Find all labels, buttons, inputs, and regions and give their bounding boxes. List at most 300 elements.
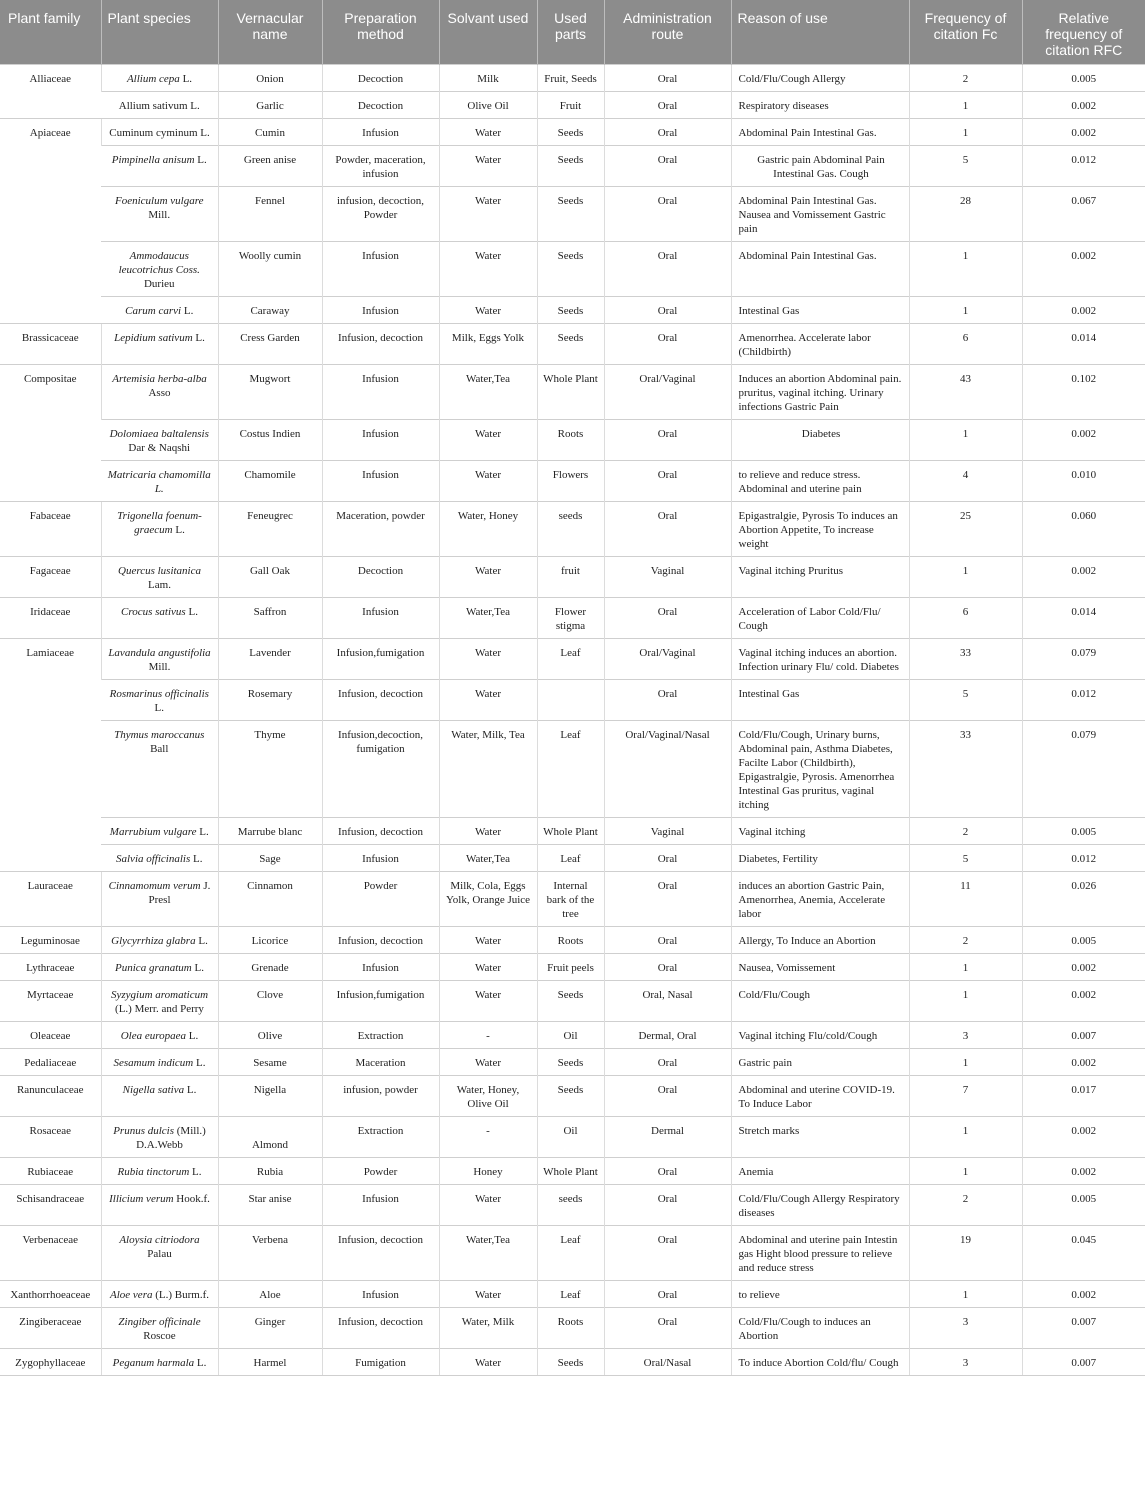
cell-used-parts: Leaf bbox=[537, 1226, 604, 1281]
cell-preparation-method: Infusion bbox=[322, 297, 439, 324]
cell-vernacular-name: Aloe bbox=[218, 1281, 322, 1308]
species-latin-name: Lepidium sativum bbox=[114, 332, 193, 344]
table-row bbox=[0, 639, 1145, 680]
cell-administration-route: Dermal, Oral bbox=[604, 1022, 731, 1049]
table-row bbox=[0, 92, 1145, 119]
cell-frequency: 3 bbox=[909, 1022, 1022, 1049]
table-row bbox=[0, 1158, 1145, 1185]
species-authority: Durieu bbox=[143, 278, 175, 290]
cell-solvant-used: Water, Honey bbox=[439, 502, 537, 557]
cell-preparation-method: Maceration bbox=[322, 1049, 439, 1076]
cell-preparation-method: Infusion bbox=[322, 242, 439, 297]
cell-vernacular-name: Grenade bbox=[218, 954, 322, 981]
cell-preparation-method: Infusion, decoction bbox=[322, 927, 439, 954]
cell-relative-frequency: 0.067 bbox=[1022, 187, 1145, 242]
table-row bbox=[0, 927, 1145, 954]
table-row bbox=[0, 954, 1145, 981]
cell-frequency: 2 bbox=[909, 927, 1022, 954]
cell-frequency: 25 bbox=[909, 502, 1022, 557]
cell-reason-of-use: to relieve and reduce stress. Abdominal and uterine pain bbox=[731, 461, 909, 502]
species-latin-name: Marrubium vulgare bbox=[109, 826, 197, 838]
cell-relative-frequency: 0.012 bbox=[1022, 680, 1145, 721]
cell-relative-frequency: 0.005 bbox=[1022, 818, 1145, 845]
cell-preparation-method: Decoction bbox=[322, 92, 439, 119]
cell-frequency: 33 bbox=[909, 639, 1022, 680]
cell-preparation-method: Fumigation bbox=[322, 1349, 439, 1376]
cell-preparation-method: Infusion bbox=[322, 845, 439, 872]
header-preparation-method: Preparation method bbox=[322, 0, 439, 65]
cell-plant-species bbox=[101, 1049, 218, 1076]
cell-administration-route: Vaginal bbox=[604, 557, 731, 598]
cell-solvant-used: Water bbox=[439, 119, 537, 146]
cell-solvant-used: Water bbox=[439, 680, 537, 721]
cell-preparation-method: Infusion bbox=[322, 119, 439, 146]
cell-relative-frequency: 0.060 bbox=[1022, 502, 1145, 557]
cell-frequency: 1 bbox=[909, 557, 1022, 598]
cell-frequency: 3 bbox=[909, 1349, 1022, 1376]
cell-reason-of-use: Cold/Flu/Cough Allergy bbox=[731, 65, 909, 92]
cell-relative-frequency: 0.002 bbox=[1022, 1281, 1145, 1308]
header-row bbox=[0, 0, 1145, 65]
cell-vernacular-name: Harmel bbox=[218, 1349, 322, 1376]
species-latin-name: Lavandula angustifolia bbox=[108, 647, 211, 659]
cell-used-parts: Roots bbox=[537, 927, 604, 954]
cell-frequency: 28 bbox=[909, 187, 1022, 242]
species-authority: L. bbox=[185, 606, 198, 618]
table-row bbox=[0, 1117, 1145, 1158]
cell-reason-of-use: Vaginal itching bbox=[731, 818, 909, 845]
cell-relative-frequency: 0.017 bbox=[1022, 1076, 1145, 1117]
cell-reason-of-use: Induces an abortion Abdominal pain. pruritus, vaginal itching. Urinary infections Gastric Pain bbox=[731, 365, 909, 420]
species-authority: L. bbox=[194, 154, 207, 166]
cell-vernacular-name: Lavender bbox=[218, 639, 322, 680]
species-latin-name: Thymus maroccanus bbox=[114, 729, 205, 741]
species-authority: L. bbox=[154, 702, 164, 714]
cell-reason-of-use: Anemia bbox=[731, 1158, 909, 1185]
species-authority: (Mill.) D.A.Webb bbox=[136, 1125, 206, 1151]
table-row bbox=[0, 818, 1145, 845]
cell-reason-of-use: induces an abortion Gastric Pain, Amenorrhea, Anemia, Accelerate labor bbox=[731, 872, 909, 927]
cell-administration-route: Oral bbox=[604, 1185, 731, 1226]
cell-frequency: 11 bbox=[909, 872, 1022, 927]
cell-administration-route: Oral bbox=[604, 420, 731, 461]
cell-solvant-used: Milk, Eggs Yolk bbox=[439, 324, 537, 365]
species-authority: L. bbox=[179, 73, 193, 85]
cell-solvant-used: Water bbox=[439, 1185, 537, 1226]
table-row bbox=[0, 1349, 1145, 1376]
cell-administration-route: Oral bbox=[604, 1281, 731, 1308]
cell-vernacular-name: Costus Indien bbox=[218, 420, 322, 461]
cell-frequency: 1 bbox=[909, 242, 1022, 297]
cell-reason-of-use: Vaginal itching Pruritus bbox=[731, 557, 909, 598]
table-row bbox=[0, 65, 1145, 92]
cell-solvant-used: Milk bbox=[439, 65, 537, 92]
cell-reason-of-use: Gastric pain Abdominal Pain Intestinal Gas. Cough bbox=[731, 146, 909, 187]
species-authority: Roscoe bbox=[143, 1330, 176, 1342]
cell-administration-route: Vaginal bbox=[604, 818, 731, 845]
cell-frequency: 19 bbox=[909, 1226, 1022, 1281]
table-row bbox=[0, 1049, 1145, 1076]
cell-preparation-method: Decoction bbox=[322, 557, 439, 598]
cell-vernacular-name: Mugwort bbox=[218, 365, 322, 420]
species-latin-name: Illicium verum bbox=[109, 1193, 174, 1205]
cell-reason-of-use: Cold/Flu/Cough to induces an Abortion bbox=[731, 1308, 909, 1349]
header-reason-of-use: Reason of use bbox=[731, 0, 909, 65]
cell-frequency: 1 bbox=[909, 954, 1022, 981]
cell-administration-route: Oral/Nasal bbox=[604, 1349, 731, 1376]
table-row bbox=[0, 187, 1145, 242]
table-row bbox=[0, 365, 1145, 420]
cell-preparation-method: Infusion, decoction bbox=[322, 680, 439, 721]
cell-reason-of-use: Cold/Flu/Cough Allergy Respiratory diseases bbox=[731, 1185, 909, 1226]
cell-administration-route: Oral bbox=[604, 92, 731, 119]
cell-reason-of-use: Diabetes, Fertility bbox=[731, 845, 909, 872]
cell-vernacular-name: Rosemary bbox=[218, 680, 322, 721]
cell-used-parts: Seeds bbox=[537, 981, 604, 1022]
cell-relative-frequency: 0.002 bbox=[1022, 981, 1145, 1022]
species-latin-name: Matricaria chamomilla L. bbox=[107, 469, 211, 495]
table-body bbox=[0, 65, 1145, 1376]
cell-reason-of-use: Abdominal and uterine COVID-19. To Induce Labor bbox=[731, 1076, 909, 1117]
cell-vernacular-name: Saffron bbox=[218, 598, 322, 639]
cell-preparation-method: Infusion bbox=[322, 598, 439, 639]
species-authority: L. bbox=[191, 962, 204, 974]
cell-preparation-method: Infusion bbox=[322, 420, 439, 461]
cell-plant-species bbox=[101, 187, 218, 242]
species-authority: J. Presl bbox=[148, 880, 211, 906]
cell-solvant-used: Water bbox=[439, 639, 537, 680]
species-authority: L. bbox=[190, 853, 203, 865]
cell-plant-species bbox=[101, 502, 218, 557]
cell-vernacular-name: Cumin bbox=[218, 119, 322, 146]
species-latin-name: Punica granatum bbox=[115, 962, 192, 974]
cell-plant-species bbox=[101, 119, 218, 146]
cell-reason-of-use: Cold/Flu/Cough, Urinary burns, Abdominal pain, Asthma Diabetes, Facilte Labor (Childbirth), Epigastralgie, Pyrosis. Amenorrhea Intestinal Gas pruritus, vaginal itching bbox=[731, 721, 909, 818]
cell-plant-species bbox=[101, 297, 218, 324]
species-latin-name: Syzygium aromaticum bbox=[110, 989, 209, 1001]
cell-preparation-method: infusion, powder bbox=[322, 1076, 439, 1117]
cell-used-parts: Seeds bbox=[537, 119, 604, 146]
cell-relative-frequency: 0.002 bbox=[1022, 1049, 1145, 1076]
cell-plant-species bbox=[101, 721, 218, 818]
cell-administration-route: Oral bbox=[604, 297, 731, 324]
cell-reason-of-use: Respiratory diseases bbox=[731, 92, 909, 119]
cell-preparation-method: Powder bbox=[322, 872, 439, 927]
cell-used-parts: Oil bbox=[537, 1022, 604, 1049]
species-authority: L. bbox=[181, 305, 194, 317]
species-latin-name: Salvia officinalis bbox=[116, 853, 191, 865]
cell-vernacular-name: Feneugrec bbox=[218, 502, 322, 557]
cell-frequency: 1 bbox=[909, 119, 1022, 146]
cell-vernacular-name: Chamomile bbox=[218, 461, 322, 502]
species-authority: L. bbox=[192, 332, 205, 344]
species-authority: Palau bbox=[147, 1248, 172, 1260]
cell-administration-route: Oral/Vaginal/Nasal bbox=[604, 721, 731, 818]
cell-used-parts: seeds bbox=[537, 1185, 604, 1226]
cell-plant-species bbox=[101, 981, 218, 1022]
cell-plant-species bbox=[101, 146, 218, 187]
cell-reason-of-use: To induce Abortion Cold/flu/ Cough bbox=[731, 1349, 909, 1376]
cell-administration-route: Oral bbox=[604, 954, 731, 981]
cell-vernacular-name: Garlic bbox=[218, 92, 322, 119]
cell-vernacular-name: Ginger bbox=[218, 1308, 322, 1349]
cell-vernacular-name: Sage bbox=[218, 845, 322, 872]
cell-relative-frequency: 0.002 bbox=[1022, 297, 1145, 324]
species-authority: L. bbox=[194, 1357, 207, 1369]
cell-administration-route: Oral bbox=[604, 1049, 731, 1076]
cell-frequency: 6 bbox=[909, 598, 1022, 639]
species-authority: L. bbox=[186, 1030, 199, 1042]
cell-administration-route: Oral bbox=[604, 872, 731, 927]
cell-relative-frequency: 0.014 bbox=[1022, 598, 1145, 639]
cell-plant-species bbox=[101, 557, 218, 598]
cell-plant-species bbox=[101, 324, 218, 365]
table-row bbox=[0, 119, 1145, 146]
cell-administration-route: Oral bbox=[604, 187, 731, 242]
cell-frequency: 2 bbox=[909, 818, 1022, 845]
cell-used-parts: Internal bark of the tree bbox=[537, 872, 604, 927]
cell-solvant-used: Water bbox=[439, 981, 537, 1022]
cell-plant-species bbox=[101, 1308, 218, 1349]
cell-frequency: 1 bbox=[909, 1281, 1022, 1308]
species-authority: Asso bbox=[148, 387, 171, 399]
species-latin-name: Aloe vera bbox=[110, 1289, 153, 1301]
table-row bbox=[0, 598, 1145, 639]
cell-used-parts: Fruit, Seeds bbox=[537, 65, 604, 92]
cell-reason-of-use: Abdominal Pain Intestinal Gas. bbox=[731, 242, 909, 297]
cell-solvant-used: Water bbox=[439, 146, 537, 187]
cell-plant-species bbox=[101, 845, 218, 872]
species-authority: (L.) Burm.f. bbox=[152, 1289, 209, 1301]
species-latin-name: Trigonella foenum-graecum bbox=[117, 510, 202, 536]
cell-frequency: 1 bbox=[909, 1117, 1022, 1158]
species-authority: L. bbox=[193, 1057, 206, 1069]
cell-administration-route: Oral bbox=[604, 1308, 731, 1349]
cell-relative-frequency: 0.079 bbox=[1022, 639, 1145, 680]
cell-plant-species bbox=[101, 927, 218, 954]
cell-plant-species bbox=[101, 598, 218, 639]
cell-used-parts: Seeds bbox=[537, 1049, 604, 1076]
header-plant-species: Plant species bbox=[101, 0, 218, 65]
cell-reason-of-use: Amenorrhea. Accelerate labor (Childbirth) bbox=[731, 324, 909, 365]
cell-reason-of-use: Abdominal Pain Intestinal Gas. Nausea and Vomissement Gastric pain bbox=[731, 187, 909, 242]
cell-plant-family: Lythraceae bbox=[0, 954, 101, 981]
cell-reason-of-use: Cold/Flu/Cough bbox=[731, 981, 909, 1022]
cell-used-parts: Seeds bbox=[537, 146, 604, 187]
species-authority: L. bbox=[189, 1166, 202, 1178]
cell-relative-frequency: 0.005 bbox=[1022, 1185, 1145, 1226]
cell-solvant-used: - bbox=[439, 1117, 537, 1158]
cell-preparation-method: Extraction bbox=[322, 1022, 439, 1049]
cell-relative-frequency: 0.002 bbox=[1022, 954, 1145, 981]
cell-vernacular-name: Thyme bbox=[218, 721, 322, 818]
cell-solvant-used: Water, Milk, Tea bbox=[439, 721, 537, 818]
cell-plant-family: Alliaceae bbox=[0, 65, 101, 119]
cell-vernacular-name: Sesame bbox=[218, 1049, 322, 1076]
cell-plant-family: Lauraceae bbox=[0, 872, 101, 927]
cell-relative-frequency: 0.014 bbox=[1022, 324, 1145, 365]
cell-preparation-method: Infusion bbox=[322, 461, 439, 502]
cell-frequency: 4 bbox=[909, 461, 1022, 502]
cell-administration-route: Oral bbox=[604, 680, 731, 721]
species-latin-name: Rosmarinus officinalis bbox=[109, 688, 209, 700]
cell-plant-species bbox=[101, 680, 218, 721]
cell-solvant-used: Water bbox=[439, 187, 537, 242]
cell-administration-route: Dermal bbox=[604, 1117, 731, 1158]
species-latin-name: Ammodaucus leucotrichus Coss. bbox=[118, 250, 200, 276]
cell-administration-route: Oral/Vaginal bbox=[604, 365, 731, 420]
cell-preparation-method: infusion, decoction, Powder bbox=[322, 187, 439, 242]
table-row bbox=[0, 297, 1145, 324]
cell-used-parts: Seeds bbox=[537, 1076, 604, 1117]
cell-solvant-used: Water, Honey, Olive Oil bbox=[439, 1076, 537, 1117]
cell-solvant-used: Water,Tea bbox=[439, 365, 537, 420]
cell-reason-of-use: Acceleration of Labor Cold/Flu/ Cough bbox=[731, 598, 909, 639]
cell-vernacular-name: Caraway bbox=[218, 297, 322, 324]
cell-solvant-used: Honey bbox=[439, 1158, 537, 1185]
cell-used-parts: Leaf bbox=[537, 721, 604, 818]
cell-plant-species bbox=[101, 1226, 218, 1281]
table-row bbox=[0, 1076, 1145, 1117]
cell-administration-route: Oral, Nasal bbox=[604, 981, 731, 1022]
cell-used-parts: Roots bbox=[537, 420, 604, 461]
cell-used-parts: Leaf bbox=[537, 845, 604, 872]
cell-plant-family: Zingiberaceae bbox=[0, 1308, 101, 1349]
cell-used-parts: Leaf bbox=[537, 1281, 604, 1308]
cell-administration-route: Oral bbox=[604, 502, 731, 557]
table-row bbox=[0, 146, 1145, 187]
cell-preparation-method: Powder, maceration, infusion bbox=[322, 146, 439, 187]
species-authority: Dar & Naqshi bbox=[128, 442, 191, 454]
cell-solvant-used: Olive Oil bbox=[439, 92, 537, 119]
cell-preparation-method: Infusion bbox=[322, 365, 439, 420]
cell-frequency: 1 bbox=[909, 981, 1022, 1022]
cell-frequency: 7 bbox=[909, 1076, 1022, 1117]
cell-frequency: 1 bbox=[909, 297, 1022, 324]
species-authority: Lam. bbox=[148, 579, 171, 591]
species-latin-name: Foeniculum vulgare bbox=[115, 195, 204, 207]
table-row bbox=[0, 502, 1145, 557]
cell-relative-frequency: 0.010 bbox=[1022, 461, 1145, 502]
cell-reason-of-use: Intestinal Gas bbox=[731, 680, 909, 721]
species-latin-name: Quercus lusitanica bbox=[118, 565, 201, 577]
cell-frequency: 5 bbox=[909, 845, 1022, 872]
cell-vernacular-name: Licorice bbox=[218, 927, 322, 954]
cell-plant-species bbox=[101, 1158, 218, 1185]
species-authority: Ball bbox=[150, 743, 169, 755]
species-latin-name: Carum carvi bbox=[125, 305, 182, 317]
cell-solvant-used: Water bbox=[439, 1281, 537, 1308]
cell-vernacular-name: Rubia bbox=[218, 1158, 322, 1185]
cell-plant-family: Iridaceae bbox=[0, 598, 101, 639]
header-used-parts: Used parts bbox=[537, 0, 604, 65]
cell-frequency: 2 bbox=[909, 65, 1022, 92]
cell-plant-species bbox=[101, 1022, 218, 1049]
species-latin-name: Rubia tinctorum bbox=[117, 1166, 190, 1178]
cell-plant-species bbox=[101, 1117, 218, 1158]
cell-used-parts: Fruit bbox=[537, 92, 604, 119]
cell-plant-family: Zygophyllaceae bbox=[0, 1349, 101, 1376]
cell-administration-route: Oral bbox=[604, 1226, 731, 1281]
cell-frequency: 2 bbox=[909, 1185, 1022, 1226]
cell-plant-family: Lamiaceae bbox=[0, 639, 101, 872]
cell-plant-species bbox=[101, 954, 218, 981]
cell-solvant-used: Water bbox=[439, 461, 537, 502]
header-plant-family: Plant family bbox=[0, 0, 101, 65]
cell-relative-frequency: 0.007 bbox=[1022, 1349, 1145, 1376]
cell-relative-frequency: 0.002 bbox=[1022, 92, 1145, 119]
species-authority: L. bbox=[172, 524, 185, 536]
cell-relative-frequency: 0.002 bbox=[1022, 1158, 1145, 1185]
cell-vernacular-name: Almond bbox=[218, 1117, 322, 1158]
cell-solvant-used: Water bbox=[439, 420, 537, 461]
cell-reason-of-use: Stretch marks bbox=[731, 1117, 909, 1158]
cell-used-parts: Roots bbox=[537, 1308, 604, 1349]
cell-relative-frequency: 0.026 bbox=[1022, 872, 1145, 927]
cell-plant-family: Schisandraceae bbox=[0, 1185, 101, 1226]
cell-plant-family: Apiaceae bbox=[0, 119, 101, 324]
cell-used-parts: Fruit peels bbox=[537, 954, 604, 981]
cell-preparation-method: Extraction bbox=[322, 1117, 439, 1158]
cell-plant-family: Verbenaceae bbox=[0, 1226, 101, 1281]
species-latin-name: Glycyrrhiza glabra bbox=[111, 935, 196, 947]
cell-vernacular-name: Cinnamon bbox=[218, 872, 322, 927]
species-latin-name: Zingiber officinale bbox=[118, 1316, 201, 1328]
table-row bbox=[0, 1022, 1145, 1049]
cell-plant-family: Pedaliaceae bbox=[0, 1049, 101, 1076]
cell-reason-of-use: to relieve bbox=[731, 1281, 909, 1308]
table-row bbox=[0, 1281, 1145, 1308]
cell-plant-species bbox=[101, 872, 218, 927]
cell-reason-of-use: Nausea, Vomissement bbox=[731, 954, 909, 981]
cell-relative-frequency: 0.007 bbox=[1022, 1022, 1145, 1049]
cell-used-parts: Whole Plant bbox=[537, 365, 604, 420]
cell-administration-route: Oral bbox=[604, 65, 731, 92]
cell-solvant-used: Water,Tea bbox=[439, 845, 537, 872]
cell-solvant-used: Water bbox=[439, 954, 537, 981]
cell-preparation-method: Infusion,fumigation bbox=[322, 981, 439, 1022]
header-administration-route: Administration route bbox=[604, 0, 731, 65]
cell-plant-family: Brassicaceae bbox=[0, 324, 101, 365]
table-row bbox=[0, 324, 1145, 365]
cell-used-parts bbox=[537, 680, 604, 721]
table-row bbox=[0, 242, 1145, 297]
cell-relative-frequency: 0.005 bbox=[1022, 65, 1145, 92]
cell-administration-route: Oral bbox=[604, 324, 731, 365]
cell-solvant-used: - bbox=[439, 1022, 537, 1049]
cell-used-parts: Seeds bbox=[537, 242, 604, 297]
cell-vernacular-name: Clove bbox=[218, 981, 322, 1022]
table-row bbox=[0, 557, 1145, 598]
cell-solvant-used: Water bbox=[439, 1349, 537, 1376]
species-authority: Mill. bbox=[148, 209, 171, 221]
table-row bbox=[0, 1226, 1145, 1281]
cell-plant-species bbox=[101, 420, 218, 461]
table-row bbox=[0, 872, 1145, 927]
species-authority: L. bbox=[196, 826, 209, 838]
cell-administration-route: Oral bbox=[604, 242, 731, 297]
cell-plant-family: Compositae bbox=[0, 365, 101, 502]
cell-administration-route: Oral bbox=[604, 927, 731, 954]
cell-vernacular-name: Fennel bbox=[218, 187, 322, 242]
cell-preparation-method: Infusion, decoction bbox=[322, 324, 439, 365]
cell-solvant-used: Water, Milk bbox=[439, 1308, 537, 1349]
cell-administration-route: Oral bbox=[604, 146, 731, 187]
cell-plant-family: Oleaceae bbox=[0, 1022, 101, 1049]
cell-reason-of-use: Abdominal Pain Intestinal Gas. bbox=[731, 119, 909, 146]
cell-reason-of-use: Vaginal itching induces an abortion. Infection urinary Flu/ cold. Diabetes bbox=[731, 639, 909, 680]
cell-solvant-used: Water bbox=[439, 818, 537, 845]
